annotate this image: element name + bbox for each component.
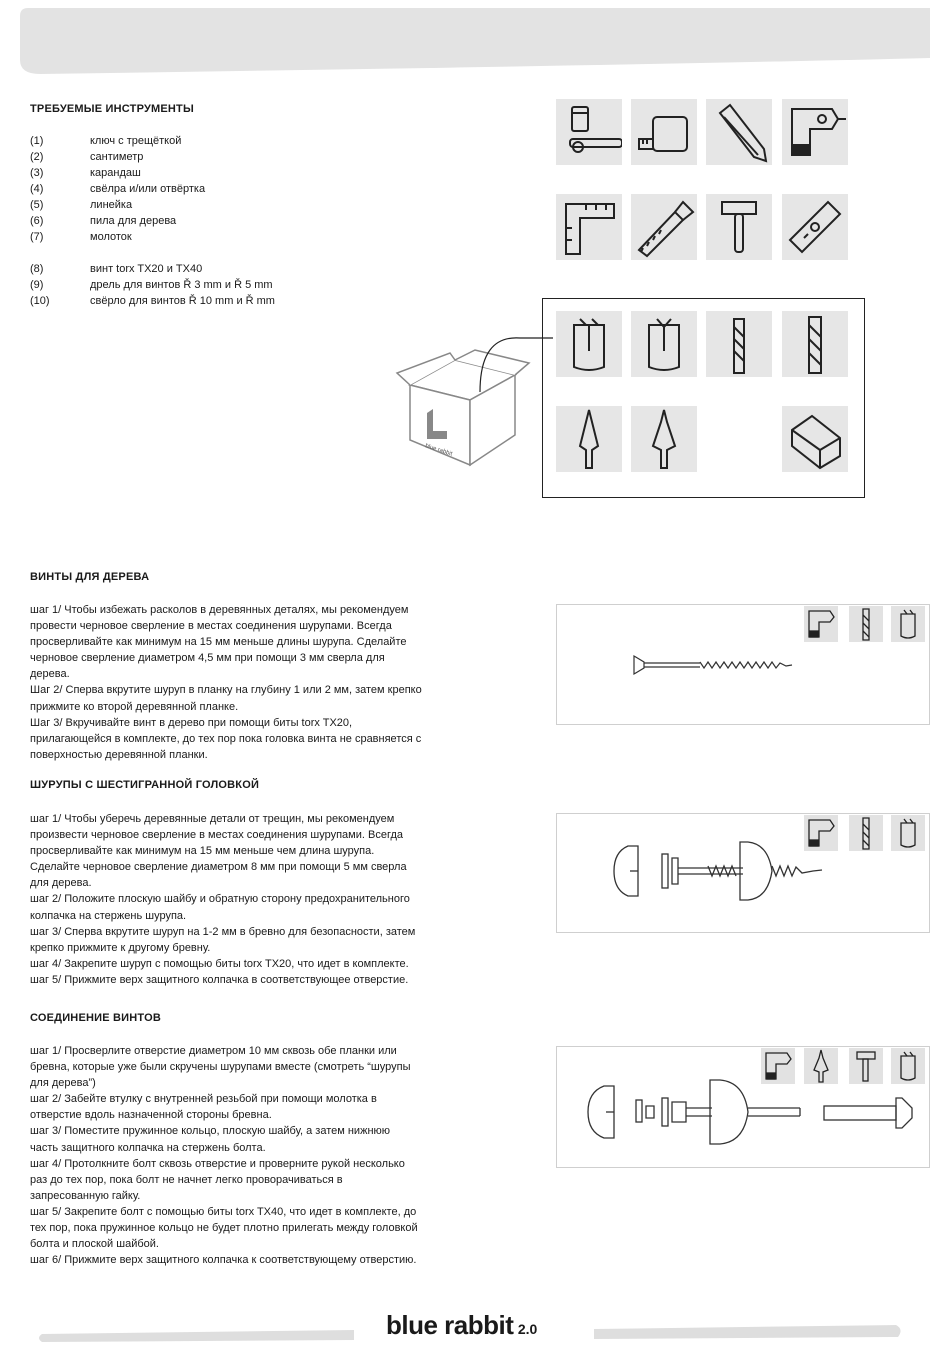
section-heading: ШУРУПЫ С ШЕСТИГРАННОЙ ГОЛОВКОЙ <box>30 779 260 791</box>
torx-bit-tx40-icon <box>631 311 697 377</box>
pencil-icon <box>706 99 772 165</box>
tools-heading: ТРЕБУЕМЫЕ ИНСТРУМЕНТЫ <box>30 103 194 115</box>
brand-version: 2.0 <box>517 1321 538 1337</box>
drill-bit-icon <box>849 606 883 642</box>
footer-left-bar <box>36 1328 360 1344</box>
drill-bit-5mm-icon <box>782 311 848 377</box>
torx-bit-icon <box>891 815 925 851</box>
box-brand-label: blue rabbit <box>424 443 453 458</box>
square-ruler-icon <box>556 194 622 260</box>
spirit-level-icon <box>782 194 848 260</box>
ratchet-wrench-icon <box>556 99 622 165</box>
footer-right-bar <box>590 1323 906 1343</box>
section-body: шаг 1/ Чтобы избежать расколов в деревянных деталях, мы рекомендуем провести черновое сверление в местах соединения шурупами. Всегда просверливайте как минимум на 15 мм меньше длины шурупа. Сделайте черновое сверление диаметром 4,5 мм при помощи 3 мм сверла для дерева. Шаг 2/ Сперва вкрутите шуруп в планку на глубину 1 или 2 мм, затем крепко прижмите ко второй деревянной планке. Шаг 3/ Вкручивайте винт в дерево при помощи биты torx TX20, прилагающейся в комплекте, до тех пор пока головка винта не сравняется с поверхностью деревянной планки. <box>30 604 422 761</box>
spade-bit-2-icon <box>631 406 697 472</box>
section-heading: ВИНТЫ ДЛЯ ДЕРЕВА <box>30 571 150 583</box>
section-body: шаг 1/ Чтобы уберечь деревянные детали от трещин, мы рекомендуем произвести черновое сверление в местах соединения шурупами. Всегда просверливайте как минимум на 15 мм меньше чем длина шурупа. Сделайте черновое сверление диаметром 8 мм при помощи 5 мм сверла для дерева. шаг 2/ Положите плоскую шайбу и обратную сторону предохранительного колпачка на стержень шурупа. шаг 3/ Сперва вкрутите шуруп на 1-2 мм в бревно для безопасности, затем крепко прижмите к другому бревну. шаг 4/ Закрепите шуруп с помощью биты torx TX20, что идет в комплекте. шаг 5/ Прижмите верх защитного колпачка в соответствующее отверстие. <box>30 813 416 986</box>
power-drill-icon <box>782 99 848 165</box>
torx-bit-tx20-icon <box>556 311 622 377</box>
hand-saw-icon <box>631 194 697 260</box>
section-heading: СОЕДИНЕНИЕ ВИНТОВ <box>30 1012 161 1024</box>
power-drill-icon <box>804 606 838 642</box>
tape-measure-icon <box>631 99 697 165</box>
section-body: шаг 1/ Просверлите отверстие диаметром 10 мм сквозь обе планки или бревна, которые уже были скручены шурупами вместе (смотреть “шурупы для дерева”) шаг 2/ Забейте втулку с внутренней резьбой при помощи молотка в отверстие вдоль назначенной стороны бревна. шаг 3/ Поместите пружинное кольцо, плоскую шайбу, а затем нижнюю часть защитного колпачка на стержень болта. шаг 4/ Протолкните болт сквозь отверстие и проверните рукой несколько раз до тех пор, пока болт не начнет легко проворачиваться в запресованную гайку. шаг 5/ Закрепите болт с помощью биты torx TX40, что идет в комплекте, до тех пор, пока пружинное кольцо не будет плотно прилегать между головкой болта и плоской шайбой. шаг 6/ Прижмите верх защитного колпачка к соответствующему отверстию. <box>30 1045 418 1267</box>
wood-screw-drawing <box>630 652 805 678</box>
torx-bit-icon <box>891 606 925 642</box>
footer-logo <box>386 1310 537 1341</box>
brand-name: blue rabbit <box>386 1310 514 1340</box>
top-banner <box>0 0 950 80</box>
hex-screw-drawing <box>608 838 828 904</box>
spade-bit-1-icon <box>556 406 622 472</box>
hammer-icon <box>706 194 772 260</box>
drill-bit-icon <box>849 815 883 851</box>
hex-socket-icon <box>782 406 848 472</box>
drill-bit-3mm-icon <box>706 311 772 377</box>
bolt-connection-drawing <box>582 1076 916 1146</box>
